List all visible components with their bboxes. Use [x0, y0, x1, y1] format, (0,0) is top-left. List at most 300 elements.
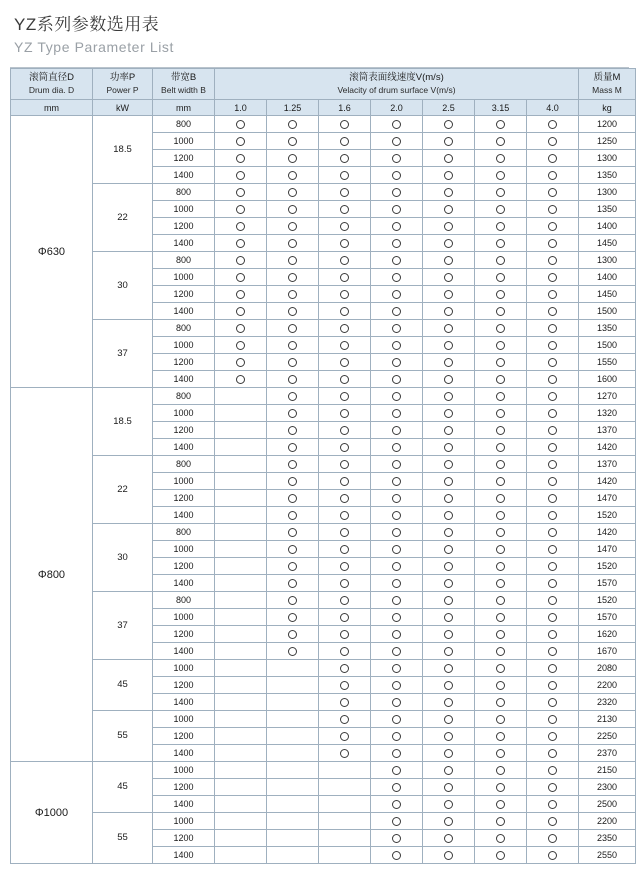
- cell-belt-width: 1000: [153, 813, 215, 830]
- cell-velocity-available: [371, 422, 423, 439]
- circle-mark-icon: [548, 579, 557, 588]
- circle-mark-icon: [288, 630, 297, 639]
- cell-velocity-available: [527, 728, 579, 745]
- circle-mark-icon: [548, 613, 557, 622]
- circle-mark-icon: [236, 222, 245, 231]
- cell-velocity-available: [423, 337, 475, 354]
- circle-mark-icon: [548, 800, 557, 809]
- circle-mark-icon: [496, 426, 505, 435]
- cell-velocity-available: [319, 201, 371, 218]
- circle-mark-icon: [496, 817, 505, 826]
- circle-mark-icon: [496, 851, 505, 860]
- circle-mark-icon: [444, 392, 453, 401]
- cell-velocity-available: [319, 694, 371, 711]
- circle-mark-icon: [392, 698, 401, 707]
- cell-velocity-available: [371, 218, 423, 235]
- circle-mark-icon: [340, 154, 349, 163]
- cell-belt-width: 1400: [153, 371, 215, 388]
- cell-velocity-available: [423, 150, 475, 167]
- cell-mass: 1420: [579, 473, 636, 490]
- cell-velocity-available: [527, 320, 579, 337]
- cell-power: 18.5: [93, 116, 153, 184]
- cell-velocity-available: [371, 711, 423, 728]
- circle-mark-icon: [288, 273, 297, 282]
- cell-mass: 1570: [579, 575, 636, 592]
- cell-velocity-available: [475, 456, 527, 473]
- circle-mark-icon: [496, 154, 505, 163]
- cell-belt-width: 800: [153, 524, 215, 541]
- cell-velocity-available: [215, 337, 267, 354]
- cell-velocity-available: [215, 150, 267, 167]
- table-row: [11, 116, 636, 133]
- cell-velocity-available: [475, 558, 527, 575]
- cell-velocity-empty: [215, 830, 267, 847]
- cell-belt-width: 1200: [153, 728, 215, 745]
- circle-mark-icon: [340, 630, 349, 639]
- circle-mark-icon: [444, 749, 453, 758]
- cell-velocity-available: [267, 558, 319, 575]
- cell-velocity-available: [319, 643, 371, 660]
- cell-velocity-available: [215, 320, 267, 337]
- cell-velocity-available: [527, 643, 579, 660]
- circle-mark-icon: [392, 375, 401, 384]
- circle-mark-icon: [444, 477, 453, 486]
- cell-velocity-available: [267, 286, 319, 303]
- cell-velocity-available: [371, 269, 423, 286]
- circle-mark-icon: [496, 290, 505, 299]
- circle-mark-icon: [340, 647, 349, 656]
- unit-mass: kg: [579, 100, 636, 116]
- cell-velocity-available: [371, 847, 423, 864]
- circle-mark-icon: [444, 664, 453, 673]
- cell-mass: 1250: [579, 133, 636, 150]
- circle-mark-icon: [548, 171, 557, 180]
- cell-velocity-empty: [215, 626, 267, 643]
- cell-velocity-available: [423, 575, 475, 592]
- circle-mark-icon: [548, 749, 557, 758]
- circle-mark-icon: [392, 613, 401, 622]
- cell-velocity-available: [267, 150, 319, 167]
- circle-mark-icon: [340, 613, 349, 622]
- cell-velocity-available: [371, 439, 423, 456]
- cell-velocity-available: [371, 558, 423, 575]
- circle-mark-icon: [288, 494, 297, 503]
- circle-mark-icon: [340, 341, 349, 350]
- cell-power: 22: [93, 456, 153, 524]
- cell-belt-width: 800: [153, 320, 215, 337]
- circle-mark-icon: [548, 766, 557, 775]
- cell-velocity-available: [527, 116, 579, 133]
- circle-mark-icon: [496, 392, 505, 401]
- cell-velocity-available: [371, 150, 423, 167]
- cell-mass: 1450: [579, 286, 636, 303]
- circle-mark-icon: [288, 613, 297, 622]
- circle-mark-icon: [496, 120, 505, 129]
- cell-velocity-available: [319, 575, 371, 592]
- cell-velocity-available: [527, 133, 579, 150]
- cell-velocity-empty: [215, 694, 267, 711]
- circle-mark-icon: [444, 460, 453, 469]
- cell-velocity-available: [527, 779, 579, 796]
- cell-velocity-available: [267, 218, 319, 235]
- circle-mark-icon: [444, 732, 453, 741]
- cell-velocity-available: [475, 150, 527, 167]
- circle-mark-icon: [392, 290, 401, 299]
- circle-mark-icon: [288, 426, 297, 435]
- cell-velocity-available: [267, 388, 319, 405]
- cell-velocity-available: [371, 813, 423, 830]
- cell-velocity-empty: [215, 813, 267, 830]
- circle-mark-icon: [444, 851, 453, 860]
- cell-velocity-available: [371, 354, 423, 371]
- circle-mark-icon: [288, 171, 297, 180]
- cell-velocity-available: [371, 116, 423, 133]
- circle-mark-icon: [340, 460, 349, 469]
- circle-mark-icon: [444, 630, 453, 639]
- cell-velocity-available: [475, 711, 527, 728]
- cell-velocity-available: [475, 592, 527, 609]
- cell-velocity-available: [423, 524, 475, 541]
- circle-mark-icon: [496, 647, 505, 656]
- circle-mark-icon: [548, 137, 557, 146]
- cell-velocity-available: [527, 762, 579, 779]
- cell-velocity-available: [423, 541, 475, 558]
- circle-mark-icon: [548, 511, 557, 520]
- cell-velocity-available: [423, 184, 475, 201]
- cell-velocity-available: [267, 405, 319, 422]
- cell-mass: 1350: [579, 320, 636, 337]
- circle-mark-icon: [548, 120, 557, 129]
- circle-mark-icon: [548, 630, 557, 639]
- cell-velocity-empty: [215, 762, 267, 779]
- circle-mark-icon: [444, 409, 453, 418]
- circle-mark-icon: [340, 171, 349, 180]
- cell-velocity-available: [475, 507, 527, 524]
- cell-velocity-available: [527, 626, 579, 643]
- circle-mark-icon: [444, 715, 453, 724]
- circle-mark-icon: [340, 732, 349, 741]
- cell-velocity-available: [475, 779, 527, 796]
- cell-mass: 1400: [579, 269, 636, 286]
- cell-velocity-available: [215, 184, 267, 201]
- cell-belt-width: 1200: [153, 422, 215, 439]
- cell-velocity-available: [423, 643, 475, 660]
- cell-velocity-available: [319, 473, 371, 490]
- cell-velocity-available: [527, 422, 579, 439]
- cell-mass: 1520: [579, 558, 636, 575]
- cell-velocity-available: [319, 456, 371, 473]
- cell-belt-width: 1400: [153, 575, 215, 592]
- circle-mark-icon: [496, 205, 505, 214]
- circle-mark-icon: [288, 647, 297, 656]
- circle-mark-icon: [288, 205, 297, 214]
- cell-velocity-available: [215, 235, 267, 252]
- cell-velocity-available: [423, 371, 475, 388]
- circle-mark-icon: [340, 358, 349, 367]
- cell-velocity-available: [319, 626, 371, 643]
- cell-velocity-empty: [319, 813, 371, 830]
- cell-velocity-available: [371, 728, 423, 745]
- cell-velocity-available: [267, 541, 319, 558]
- cell-velocity-available: [423, 728, 475, 745]
- cell-velocity-available: [475, 762, 527, 779]
- circle-mark-icon: [340, 443, 349, 452]
- circle-mark-icon: [496, 256, 505, 265]
- circle-mark-icon: [496, 630, 505, 639]
- cell-velocity-available: [319, 167, 371, 184]
- cell-velocity-available: [319, 371, 371, 388]
- circle-mark-icon: [444, 834, 453, 843]
- circle-mark-icon: [548, 647, 557, 656]
- cell-velocity-available: [371, 524, 423, 541]
- cell-velocity-available: [423, 660, 475, 677]
- circle-mark-icon: [392, 647, 401, 656]
- cell-velocity-available: [527, 507, 579, 524]
- cell-velocity-empty: [267, 677, 319, 694]
- circle-mark-icon: [392, 800, 401, 809]
- cell-velocity-empty: [267, 796, 319, 813]
- circle-mark-icon: [288, 596, 297, 605]
- cell-velocity-empty: [215, 643, 267, 660]
- cell-mass: 1320: [579, 405, 636, 422]
- cell-velocity-available: [527, 235, 579, 252]
- circle-mark-icon: [392, 681, 401, 690]
- circle-mark-icon: [496, 460, 505, 469]
- circle-mark-icon: [340, 715, 349, 724]
- cell-mass: 1300: [579, 252, 636, 269]
- cell-velocity-available: [423, 813, 475, 830]
- circle-mark-icon: [288, 358, 297, 367]
- col-header-diameter-cn: 滚筒直径D: [29, 72, 74, 83]
- col-header-diameter: [11, 69, 93, 100]
- cell-belt-width: 1400: [153, 745, 215, 762]
- cell-velocity-available: [267, 626, 319, 643]
- cell-velocity-available: [319, 524, 371, 541]
- col-header-mass-en: Mass M: [592, 85, 622, 95]
- cell-velocity-empty: [215, 456, 267, 473]
- cell-velocity-empty: [215, 524, 267, 541]
- cell-velocity-empty: [267, 660, 319, 677]
- cell-velocity-available: [475, 235, 527, 252]
- cell-velocity-available: [267, 269, 319, 286]
- circle-mark-icon: [392, 273, 401, 282]
- cell-velocity-available: [475, 490, 527, 507]
- cell-velocity-available: [215, 269, 267, 286]
- cell-velocity-available: [527, 609, 579, 626]
- cell-velocity-available: [423, 439, 475, 456]
- cell-diameter: Φ630: [11, 116, 93, 388]
- table-row: [11, 762, 636, 779]
- cell-velocity-available: [371, 388, 423, 405]
- circle-mark-icon: [392, 783, 401, 792]
- velocity-value-6: 4.0: [527, 100, 579, 116]
- cell-mass: 1500: [579, 337, 636, 354]
- cell-velocity-available: [423, 235, 475, 252]
- cell-velocity-empty: [215, 728, 267, 745]
- cell-velocity-available: [423, 473, 475, 490]
- circle-mark-icon: [288, 239, 297, 248]
- cell-velocity-available: [319, 184, 371, 201]
- circle-mark-icon: [496, 579, 505, 588]
- cell-velocity-available: [319, 422, 371, 439]
- circle-mark-icon: [392, 443, 401, 452]
- cell-velocity-empty: [319, 847, 371, 864]
- cell-velocity-empty: [215, 558, 267, 575]
- circle-mark-icon: [288, 324, 297, 333]
- circle-mark-icon: [548, 154, 557, 163]
- circle-mark-icon: [496, 409, 505, 418]
- circle-mark-icon: [236, 239, 245, 248]
- circle-mark-icon: [236, 205, 245, 214]
- cell-velocity-empty: [267, 813, 319, 830]
- table-body: [11, 116, 636, 864]
- circle-mark-icon: [288, 511, 297, 520]
- cell-belt-width: 1000: [153, 541, 215, 558]
- table-row: [11, 524, 636, 541]
- cell-velocity-available: [475, 473, 527, 490]
- circle-mark-icon: [548, 817, 557, 826]
- circle-mark-icon: [340, 137, 349, 146]
- cell-velocity-empty: [215, 473, 267, 490]
- unit-power: kW: [93, 100, 153, 116]
- circle-mark-icon: [288, 579, 297, 588]
- circle-mark-icon: [496, 273, 505, 282]
- circle-mark-icon: [548, 715, 557, 724]
- cell-velocity-available: [319, 677, 371, 694]
- circle-mark-icon: [392, 307, 401, 316]
- cell-velocity-available: [423, 456, 475, 473]
- circle-mark-icon: [288, 341, 297, 350]
- cell-mass: 2200: [579, 813, 636, 830]
- cell-power: 37: [93, 320, 153, 388]
- cell-velocity-available: [527, 354, 579, 371]
- cell-belt-width: 1200: [153, 354, 215, 371]
- cell-velocity-available: [267, 303, 319, 320]
- cell-velocity-available: [319, 558, 371, 575]
- circle-mark-icon: [444, 358, 453, 367]
- cell-velocity-available: [423, 320, 475, 337]
- cell-mass: 1370: [579, 456, 636, 473]
- cell-velocity-available: [371, 405, 423, 422]
- circle-mark-icon: [392, 154, 401, 163]
- cell-velocity-available: [319, 337, 371, 354]
- circle-mark-icon: [444, 698, 453, 707]
- cell-velocity-available: [371, 660, 423, 677]
- circle-mark-icon: [548, 392, 557, 401]
- cell-velocity-available: [267, 320, 319, 337]
- unit-diameter: mm: [11, 100, 93, 116]
- circle-mark-icon: [444, 188, 453, 197]
- col-header-belt-width: [153, 69, 215, 100]
- cell-velocity-available: [527, 541, 579, 558]
- circle-mark-icon: [392, 358, 401, 367]
- cell-velocity-available: [527, 745, 579, 762]
- cell-velocity-available: [423, 711, 475, 728]
- circle-mark-icon: [496, 766, 505, 775]
- cell-velocity-available: [423, 779, 475, 796]
- cell-velocity-available: [371, 337, 423, 354]
- cell-velocity-available: [527, 694, 579, 711]
- cell-mass: 2150: [579, 762, 636, 779]
- cell-velocity-available: [527, 252, 579, 269]
- circle-mark-icon: [340, 477, 349, 486]
- circle-mark-icon: [236, 307, 245, 316]
- cell-velocity-available: [319, 541, 371, 558]
- cell-velocity-available: [319, 745, 371, 762]
- circle-mark-icon: [548, 290, 557, 299]
- circle-mark-icon: [444, 256, 453, 265]
- circle-mark-icon: [288, 443, 297, 452]
- circle-mark-icon: [444, 647, 453, 656]
- cell-belt-width: 800: [153, 388, 215, 405]
- circle-mark-icon: [548, 460, 557, 469]
- circle-mark-icon: [444, 596, 453, 605]
- circle-mark-icon: [288, 528, 297, 537]
- circle-mark-icon: [548, 375, 557, 384]
- cell-velocity-empty: [267, 830, 319, 847]
- circle-mark-icon: [548, 562, 557, 571]
- cell-velocity-available: [475, 677, 527, 694]
- cell-mass: 2550: [579, 847, 636, 864]
- cell-velocity-available: [475, 405, 527, 422]
- cell-velocity-available: [475, 201, 527, 218]
- circle-mark-icon: [392, 579, 401, 588]
- cell-velocity-available: [371, 507, 423, 524]
- cell-velocity-empty: [215, 422, 267, 439]
- circle-mark-icon: [392, 494, 401, 503]
- circle-mark-icon: [392, 341, 401, 350]
- cell-velocity-available: [527, 371, 579, 388]
- cell-velocity-available: [475, 660, 527, 677]
- circle-mark-icon: [236, 154, 245, 163]
- cell-velocity-available: [215, 252, 267, 269]
- cell-velocity-available: [267, 252, 319, 269]
- cell-velocity-available: [215, 354, 267, 371]
- cell-velocity-available: [475, 422, 527, 439]
- cell-velocity-available: [475, 694, 527, 711]
- circle-mark-icon: [340, 205, 349, 214]
- circle-mark-icon: [340, 528, 349, 537]
- cell-mass: 1600: [579, 371, 636, 388]
- cell-mass: 1400: [579, 218, 636, 235]
- circle-mark-icon: [392, 120, 401, 129]
- velocity-value-5: 3.15: [475, 100, 527, 116]
- cell-velocity-available: [267, 473, 319, 490]
- cell-belt-width: 800: [153, 252, 215, 269]
- cell-power: 55: [93, 711, 153, 762]
- cell-mass: 1470: [579, 490, 636, 507]
- cell-velocity-empty: [215, 779, 267, 796]
- cell-mass: 2130: [579, 711, 636, 728]
- cell-velocity-available: [423, 592, 475, 609]
- col-header-belt-width-cn: 带宽B: [170, 72, 197, 83]
- cell-velocity-available: [475, 116, 527, 133]
- col-header-velocity-en: Velacity of drum surface V(m/s): [337, 85, 456, 95]
- cell-velocity-available: [527, 711, 579, 728]
- cell-velocity-available: [475, 218, 527, 235]
- circle-mark-icon: [496, 783, 505, 792]
- cell-velocity-empty: [319, 779, 371, 796]
- cell-velocity-available: [527, 660, 579, 677]
- cell-velocity-available: [475, 286, 527, 303]
- circle-mark-icon: [496, 477, 505, 486]
- circle-mark-icon: [496, 749, 505, 758]
- cell-velocity-available: [371, 745, 423, 762]
- cell-velocity-available: [423, 201, 475, 218]
- cell-velocity-available: [475, 371, 527, 388]
- cell-velocity-available: [423, 507, 475, 524]
- cell-velocity-available: [527, 184, 579, 201]
